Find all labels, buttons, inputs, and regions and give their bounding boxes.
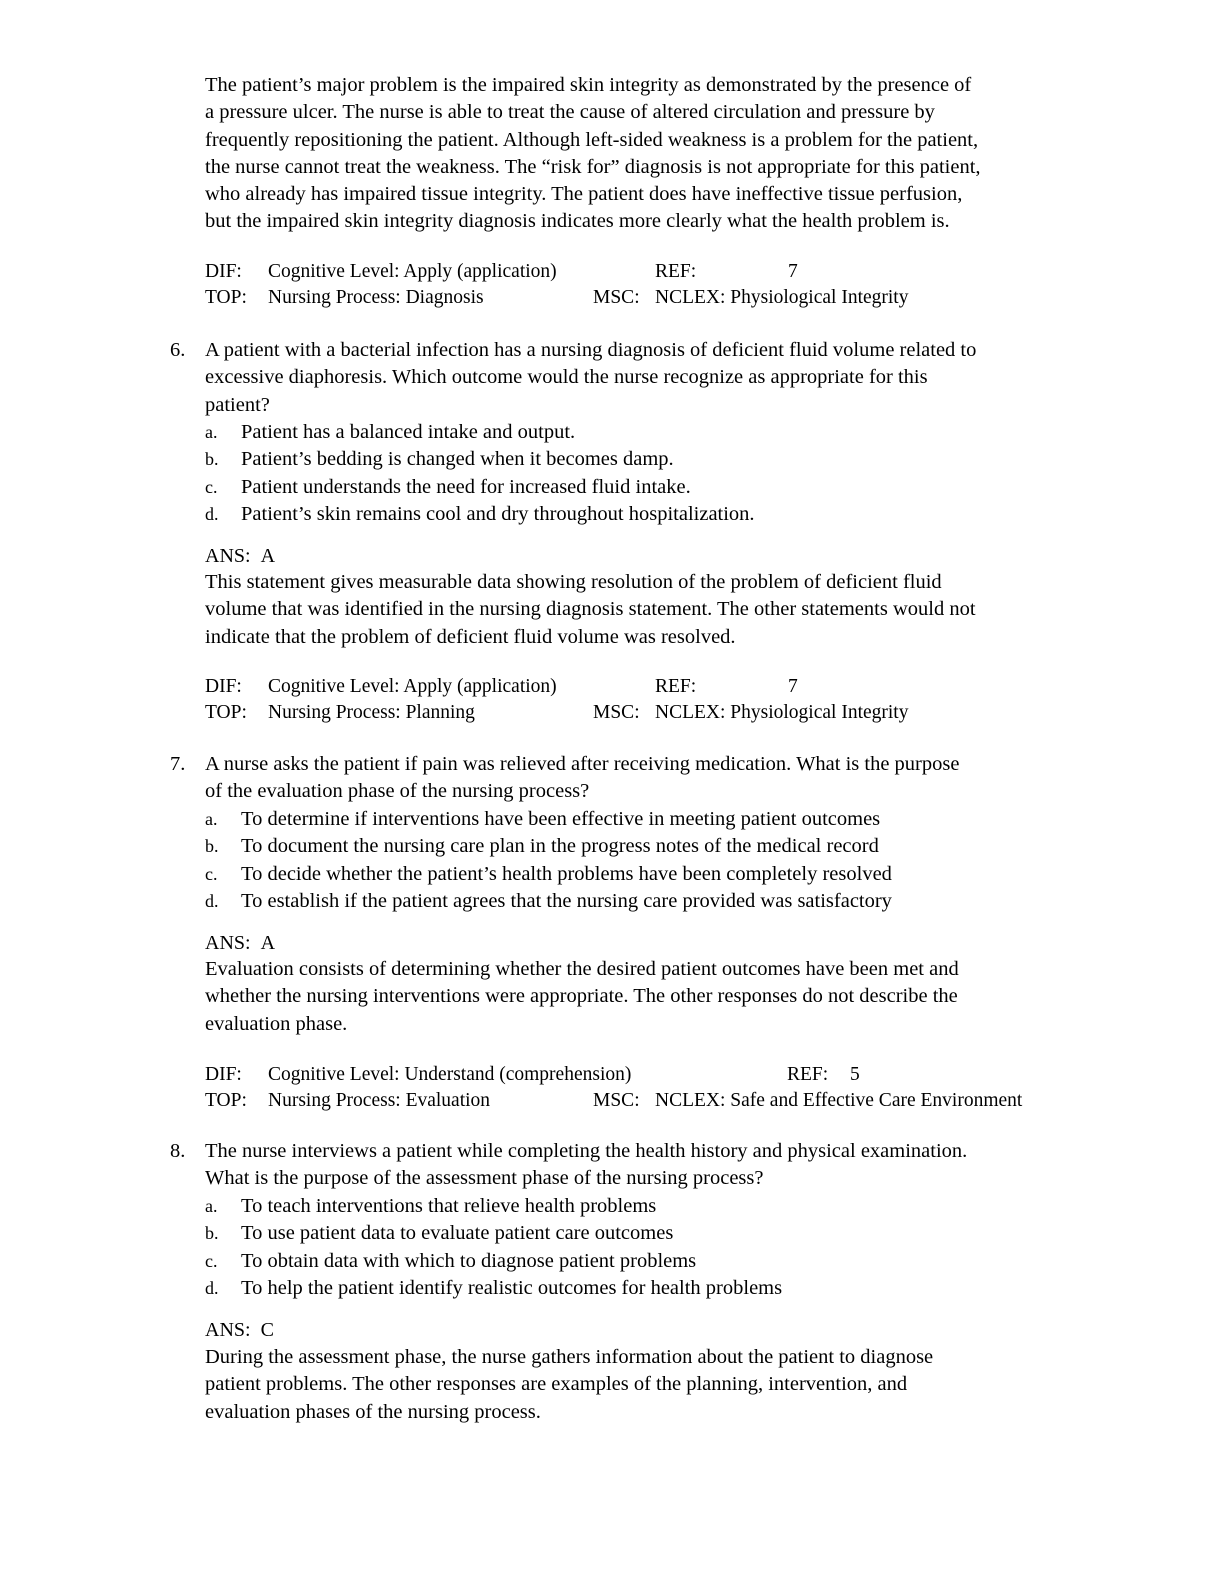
stem-line: The nurse interviews a patient while completing the health history and physical examination. <box>205 1140 968 1162</box>
meta-row-top <box>205 285 1125 311</box>
rationale-line: the nurse cannot treat the weakness. The “risk for” diagnosis is not appropriate for this patient, <box>205 155 981 178</box>
ref-value: 7 <box>788 676 798 697</box>
ans-label: ANS: <box>205 1319 251 1341</box>
dif-value: Cognitive Level: Apply (application) <box>268 261 557 282</box>
question-stem-6 <box>205 337 1125 419</box>
choice-letter: d. <box>205 1277 219 1298</box>
answer-q8 <box>205 1317 274 1344</box>
choice-d <box>205 1275 1105 1302</box>
stem-line: A patient with a bacterial infection has a nursing diagnosis of deficient fluid volume related to <box>205 339 977 361</box>
question-stem-7 <box>205 751 1125 806</box>
question-number: 8. <box>170 1140 186 1162</box>
choice-b <box>205 833 1105 860</box>
meta-q6 <box>205 674 1125 726</box>
choice-letter: d. <box>205 890 219 911</box>
meta-row-dif <box>205 259 1125 285</box>
dif-value: Cognitive Level: Understand (comprehension) <box>268 1064 632 1085</box>
rationale-line: Evaluation consists of determining whether the desired patient outcomes have been met and <box>205 958 959 980</box>
meta-row-top <box>205 1088 1125 1114</box>
rationale-line: frequently repositioning the patient. Although left-sided weakness is a problem for the patient, <box>205 128 979 151</box>
choice-text: To use patient data to evaluate patient care outcomes <box>241 1222 674 1245</box>
choice-letter: a. <box>205 422 218 442</box>
ref-label: REF: <box>787 1064 829 1085</box>
ans-value: A <box>260 932 276 954</box>
rationale-line: evaluation phase. <box>205 1012 348 1035</box>
meta-row-dif <box>205 674 1125 700</box>
choice-c <box>205 474 1105 501</box>
rationale-line: During the assessment phase, the nurse gathers information about the patient to diagnose <box>205 1346 934 1368</box>
msc-value: NCLEX: Safe and Effective Care Environment <box>655 1090 1023 1111</box>
answer-q6 <box>205 543 275 570</box>
msc-label: MSC: <box>593 1090 640 1111</box>
choice-letter: c. <box>205 863 218 884</box>
rationale-line: whether the nursing interventions were appropriate. The other responses do not describe the <box>205 985 958 1008</box>
choice-a <box>205 1193 1105 1220</box>
meta-row-top <box>205 700 1125 726</box>
choice-text: Patient understands the need for increased fluid intake. <box>241 475 691 498</box>
ref-label: REF: <box>655 676 697 697</box>
dif-value: Cognitive Level: Apply (application) <box>268 676 557 697</box>
meta-q5 <box>205 259 1125 311</box>
choice-c <box>205 1248 1105 1275</box>
top-value: Nursing Process: Diagnosis <box>268 287 484 308</box>
rationale-line: patient problems. The other responses are examples of the planning, intervention, and <box>205 1373 908 1396</box>
ans-value: C <box>260 1319 274 1341</box>
stem-line: A nurse asks the patient if pain was relieved after receiving medication. What is the purpose <box>205 753 960 775</box>
choice-letter: b. <box>205 1223 219 1244</box>
dif-label: DIF: <box>205 261 242 282</box>
choices-q7 <box>205 806 1105 915</box>
choices-q6 <box>205 419 1105 528</box>
choice-letter: a. <box>205 809 218 829</box>
rationale-line: but the impaired skin integrity diagnosis indicates more clearly what the health problem is. <box>205 210 950 233</box>
msc-value: NCLEX: Physiological Integrity <box>655 702 909 723</box>
stem-line: excessive diaphoresis. Which outcome would the nurse recognize as appropriate for this <box>205 366 928 389</box>
rationale-q5 <box>205 72 1125 236</box>
top-value: Nursing Process: Planning <box>268 702 475 723</box>
rationale-line: volume that was identified in the nursing diagnosis statement. The other statements would not <box>205 598 976 621</box>
choice-text: Patient has a balanced intake and output. <box>241 421 576 443</box>
question-stem-8 <box>205 1138 1125 1193</box>
top-label: TOP: <box>205 287 247 308</box>
choice-d <box>205 888 1105 915</box>
choice-text: To decide whether the patient’s health problems have been completely resolved <box>241 862 892 885</box>
top-label: TOP: <box>205 702 247 723</box>
choice-letter: d. <box>205 503 219 524</box>
dif-label: DIF: <box>205 1064 242 1085</box>
dif-label: DIF: <box>205 676 242 697</box>
choice-text: To teach interventions that relieve health problems <box>241 1195 657 1217</box>
choice-d <box>205 501 1105 528</box>
choice-a <box>205 419 1105 446</box>
choice-letter: b. <box>205 449 219 470</box>
choice-b <box>205 1220 1105 1247</box>
msc-value: NCLEX: Physiological Integrity <box>655 287 909 308</box>
choice-letter: c. <box>205 1250 218 1271</box>
meta-row-dif <box>205 1062 1125 1088</box>
question-number: 7. <box>170 753 186 775</box>
msc-label: MSC: <box>593 287 640 308</box>
rationale-line: who already has impaired tissue integrity. The patient does have ineffective tissue perfusion, <box>205 183 963 206</box>
choice-b <box>205 446 1105 473</box>
ans-label: ANS: <box>205 545 251 567</box>
choice-text: Patient’s bedding is changed when it becomes damp. <box>241 448 674 471</box>
meta-q7 <box>205 1062 1125 1114</box>
choice-c <box>205 861 1105 888</box>
rationale-q8 <box>205 1344 1125 1426</box>
rationale-line: The patient’s major problem is the impaired skin integrity as demonstrated by the presence of <box>205 74 972 96</box>
choice-text: To determine if interventions have been effective in meeting patient outcomes <box>241 808 881 830</box>
choice-text: To obtain data with which to diagnose patient problems <box>241 1249 697 1272</box>
stem-line: What is the purpose of the assessment phase of the nursing process? <box>205 1167 764 1190</box>
answer-q7 <box>205 930 275 957</box>
rationale-line: This statement gives measurable data showing resolution of the problem of deficient fluid <box>205 571 942 593</box>
choice-letter: a. <box>205 1196 218 1216</box>
ans-value: A <box>260 545 276 567</box>
stem-line: of the evaluation phase of the nursing process? <box>205 780 590 803</box>
top-label: TOP: <box>205 1090 247 1111</box>
rationale-line: evaluation phases of the nursing process. <box>205 1400 541 1423</box>
choices-q8 <box>205 1193 1105 1302</box>
msc-label: MSC: <box>593 702 640 723</box>
choice-letter: b. <box>205 836 219 857</box>
rationale-line: a pressure ulcer. The nurse is able to treat the cause of altered circulation and pressure by <box>205 101 935 124</box>
ans-label: ANS: <box>205 932 251 954</box>
top-value: Nursing Process: Evaluation <box>268 1090 491 1111</box>
ref-value: 5 <box>850 1064 860 1085</box>
ref-label: REF: <box>655 261 697 282</box>
choice-text: To document the nursing care plan in the progress notes of the medical record <box>241 835 879 858</box>
choice-text: To establish if the patient agrees that the nursing care provided was satisfactory <box>241 889 892 912</box>
choice-text: To help the patient identify realistic outcomes for health problems <box>241 1276 783 1299</box>
question-number: 6. <box>170 339 186 361</box>
stem-line: patient? <box>205 393 270 416</box>
rationale-q7 <box>205 956 1125 1038</box>
ref-value: 7 <box>788 261 798 282</box>
choice-letter: c. <box>205 476 218 497</box>
choice-a <box>205 806 1105 833</box>
rationale-line: indicate that the problem of deficient fluid volume was resolved. <box>205 625 736 648</box>
rationale-q6 <box>205 569 1125 651</box>
choice-text: Patient’s skin remains cool and dry throughout hospitalization. <box>241 502 755 525</box>
